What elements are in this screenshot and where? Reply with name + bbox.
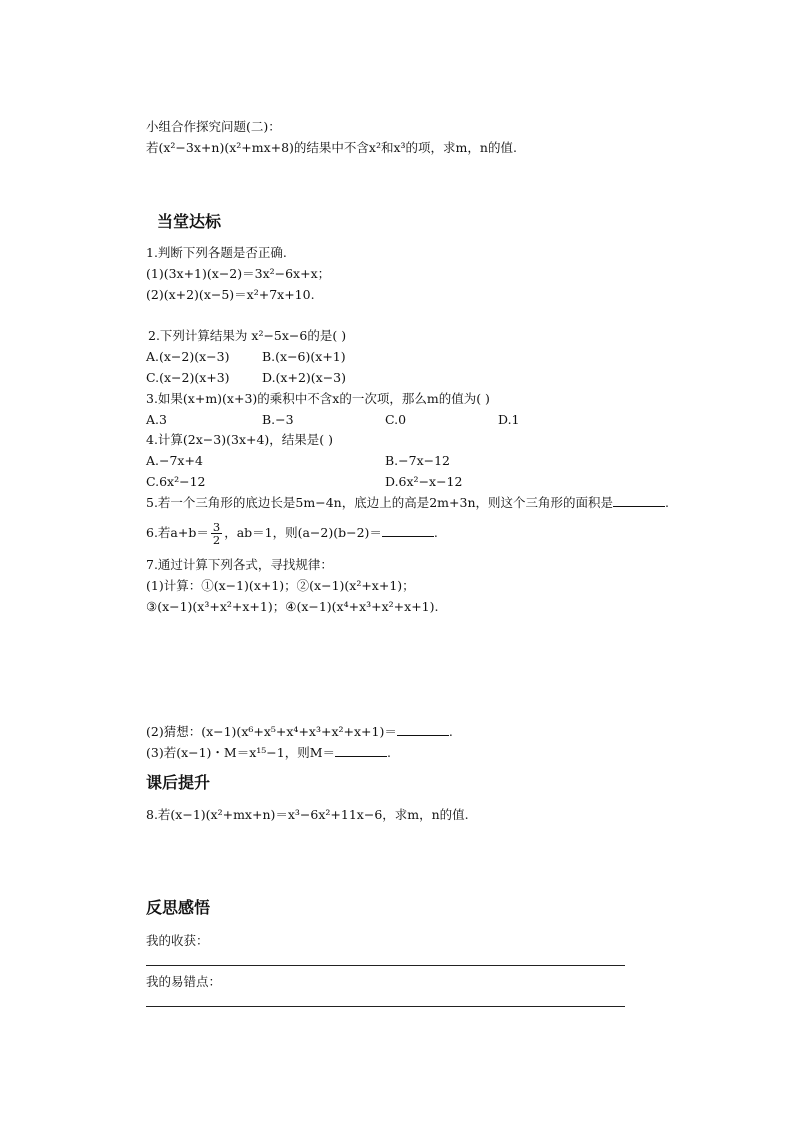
q5-end: .	[665, 495, 669, 510]
q5	[146, 495, 669, 511]
q7-line-1: (1)计算：①(x−1)(x+1)；②(x−1)(x²+x+1)；	[146, 578, 415, 593]
q6-answer-blank[interactable]	[382, 525, 434, 537]
q3-option-d: D.1	[498, 412, 520, 427]
reflect-gain-label: 我的收获：	[146, 933, 209, 948]
q5-answer-blank[interactable]	[613, 495, 665, 507]
q7-guess-blank[interactable]	[397, 724, 449, 736]
q6-post: ，ab＝1，则(a−2)(b−2)＝	[224, 525, 382, 540]
section-heading-practice: 当堂达标	[157, 212, 222, 231]
section-heading-reflection: 反思感悟	[146, 898, 211, 917]
q4-option-a: A.−7x+4	[146, 453, 203, 468]
q7-part3-text: (3)若(x−1)・M＝x¹⁵−1，则M＝	[146, 745, 336, 760]
q6	[146, 520, 438, 546]
q8: 8.若(x−1)(x²+mx+n)＝x³−6x²+11x−6，求m，n的值.	[146, 807, 469, 822]
q2-option-b: B.(x−6)(x+1)	[262, 349, 346, 364]
q2-stem: 2.下列计算结果为 x²−5x−6的是( )	[148, 328, 347, 343]
q5-stem: 5.若一个三角形的底边长是5m−4n，底边上的高是2m+3n，则这个三角形的面积是	[146, 495, 613, 510]
reflect-mistakes-line[interactable]	[146, 1006, 625, 1007]
q3-stem: 3.如果(x+m)(x+3)的乘积中不含x的一次项，那么m的值为( )	[146, 391, 490, 406]
q7-guess-text: (2)猜想：(x−1)(x⁶+x⁵+x⁴+x³+x²+x+1)＝	[146, 724, 397, 739]
q6-fraction-numerator: 3	[212, 520, 221, 534]
q2-option-d: D.(x+2)(x−3)	[262, 370, 347, 385]
q2-option-c: C.(x−2)(x+3)	[146, 370, 230, 385]
q3-option-c: C.0	[385, 412, 407, 427]
q7-guess-end: .	[448, 724, 453, 739]
q1-item-1: (1)(3x+1)(x−2)＝3x²−6x+x；	[146, 266, 331, 281]
q7-part3-blank[interactable]	[335, 745, 387, 757]
q4-option-d: D.6x²−x−12	[385, 474, 463, 489]
q7-stem: 7.通过计算下列各式，寻找规律：	[146, 557, 333, 572]
q7-line-2: ③(x−1)(x³+x²+x+1)；④(x−1)(x⁴+x³+x²+x+1).	[146, 599, 439, 614]
q6-pre: 6.若a+b＝	[146, 525, 209, 540]
q6-end: .	[433, 525, 438, 540]
q7-part3-end: .	[387, 745, 392, 760]
reflect-mistakes-label: 我的易错点：	[146, 974, 222, 989]
q6-fraction	[211, 521, 222, 546]
q3-option-b: B.−3	[262, 412, 294, 427]
q7-guess	[146, 724, 453, 740]
q2-option-a: A.(x−2)(x−3)	[146, 349, 230, 364]
q4-option-b: B.−7x−12	[385, 453, 451, 468]
section-heading-after-class: 课后提升	[146, 773, 211, 792]
q1-item-2: (2)(x+2)(x−5)＝x²+7x+10.	[146, 287, 315, 302]
explore-problem: 若(x²−3x+n)(x²+mx+8)的结果中不含x²和x³的项，求m，n的值.	[146, 140, 517, 155]
reflect-gain-line[interactable]	[146, 965, 625, 966]
q6-fraction-denominator: 2	[212, 533, 221, 547]
q7-part3	[146, 745, 391, 761]
q3-option-a: A.3	[146, 412, 167, 427]
q4-option-c: C.6x²−12	[146, 474, 206, 489]
q1-stem: 1.判断下列各题是否正确.	[146, 245, 287, 260]
explore-title: 小组合作探究问题(二)：	[146, 119, 281, 134]
q4-stem: 4.计算(2x−3)(3x+4)，结果是( )	[146, 432, 334, 447]
